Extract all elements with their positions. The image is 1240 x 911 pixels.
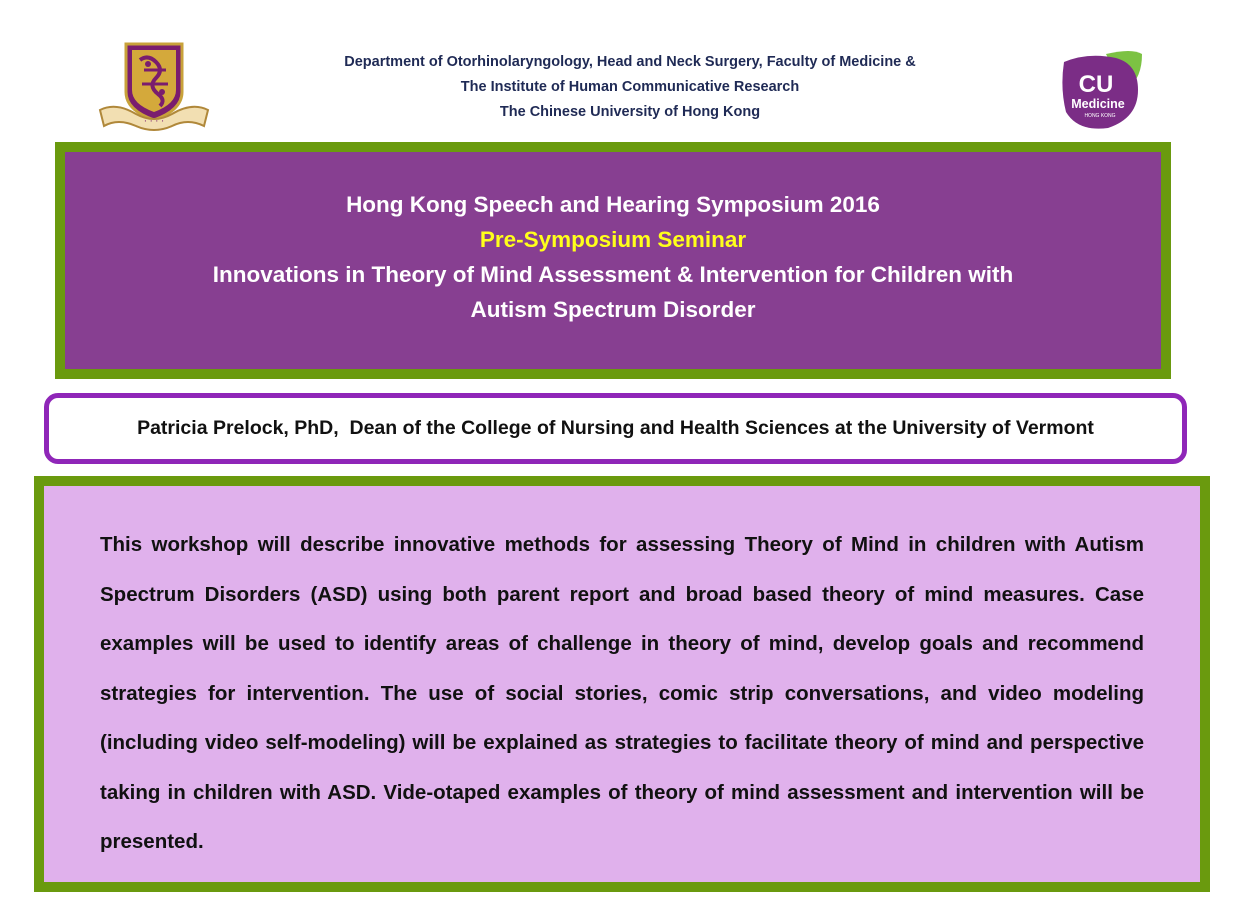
cuhk-crest-icon (96, 40, 212, 132)
description-panel (34, 476, 1210, 892)
header (0, 0, 1240, 140)
speaker-text: Patricia Prelock, PhD, Dean of the College of Nursing and Health Sciences at the University of Vermont (137, 417, 1094, 439)
cu-medicine-logo-icon (1058, 48, 1144, 132)
description-text: This workshop will describe innovative methods for assessing Theory of Mind in children with Autism Spectrum Disorders (ASD) using both parent report and broad based theory of mind measures. Case examples will be used to identify areas of challenge in theory of mind, develop goals and recommend strategies for intervention. The use of social stories, comic strip conversations, and video modeling (including video self-modeling) will be explained as strategies to facilitate theory of mind and perspective taking in children with ASD. Vide-otaped examples of theory of mind assessment and intervention will be presented. (100, 533, 1144, 853)
department-line: Department of Otorhinolaryngology, Head and Neck Surgery, Faculty of Medicine & (344, 54, 916, 70)
banner-content (65, 152, 1161, 369)
topic-line-1: Innovations in Theory of Mind Assessment & Intervention for Children with (212, 261, 1014, 287)
seminar-banner (55, 142, 1171, 379)
logo-text-cu: CU (1078, 71, 1114, 98)
institute-line: The Institute of Human Communicative Research (460, 79, 800, 95)
seminar-subtitle: Pre-Symposium Seminar (479, 226, 747, 252)
speaker-box (44, 393, 1187, 464)
symposium-title: Hong Kong Speech and Hearing Symposium 2016 (346, 191, 880, 217)
description-content (44, 486, 1200, 882)
logo-text-medicine: Medicine (1071, 97, 1125, 111)
topic-line-2: Autism Spectrum Disorder (470, 296, 756, 322)
university-line: The Chinese University of Hong Kong (499, 104, 761, 120)
svg-text:· · · ·: · · · · (143, 117, 165, 127)
logo-text-hongkong: HONG KONG (1084, 113, 1116, 119)
department-heading (260, 50, 1000, 125)
